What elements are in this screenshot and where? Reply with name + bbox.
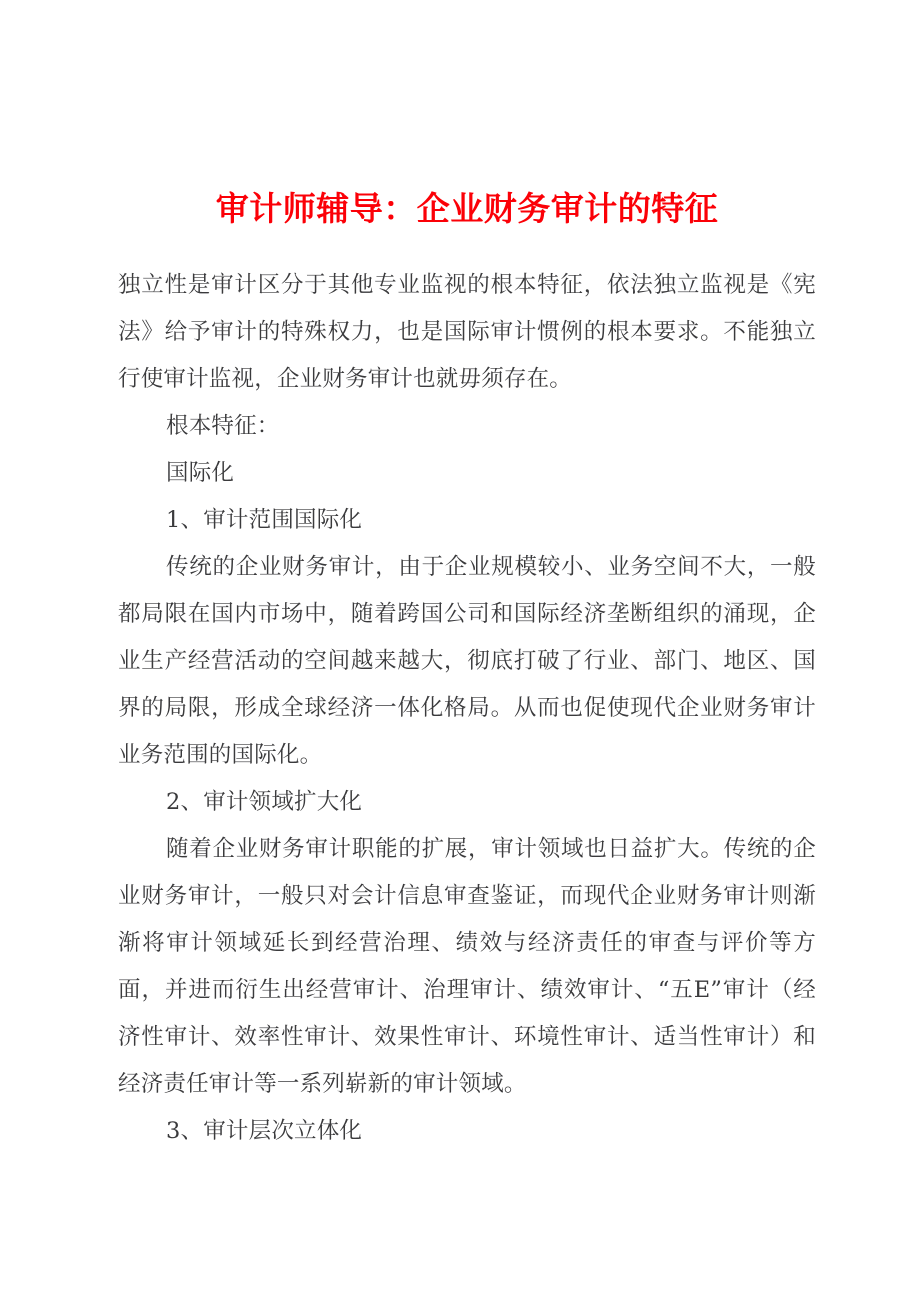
- paragraph-intro: 独立性是审计区分于其他专业监视的根本特征，依法独立监视是《宪法》给予审计的特殊权力，也是国际审计惯例的根本要求。不能独立行使审计监视，企业财务审计也就毋须存在。: [118, 272, 816, 392]
- paragraph-body-2: 随着企业财务审计职能的扩展，审计领域也日益扩大。传统的企业财务审计，一般只对会计信息审查鉴证，而现代企业财务审计则渐渐将审计领域延长到经营治理、绩效与经济责任的审查与评价等方面，并进而衍生出经营审计、治理审计、绩效审计、“五E”审计（经济性审计、效率性审计、效果性审计、环境性审计、适当性审计）和经济责任审计等一系列崭新的审计领域。: [118, 836, 816, 1097]
- list-item-1: 1、审计范围国际化: [166, 507, 363, 533]
- heading-basic-features: 根本特征：: [166, 413, 280, 439]
- page-title: 审计师辅导：企业财务审计的特征: [215, 189, 719, 228]
- paragraph-body-1: 传统的企业财务审计，由于企业规模较小、业务空间不大，一般都局限在国内市场中，随着跨国公司和国际经济垄断组织的涌现，企业生产经营活动的空间越来越大，彻底打破了行业、部门、地区、国界的局限，形成全球经济一体化格局。从而也促使现代企业财务审计业务范围的国际化。: [118, 554, 816, 768]
- document-body: [118, 0, 816, 1155]
- list-item-2: 2、审计领域扩大化: [166, 789, 363, 815]
- heading-internationalization: 国际化: [166, 460, 235, 486]
- list-item-3: 3、审计层次立体化: [166, 1118, 363, 1144]
- title-spacer: [118, 232, 816, 262]
